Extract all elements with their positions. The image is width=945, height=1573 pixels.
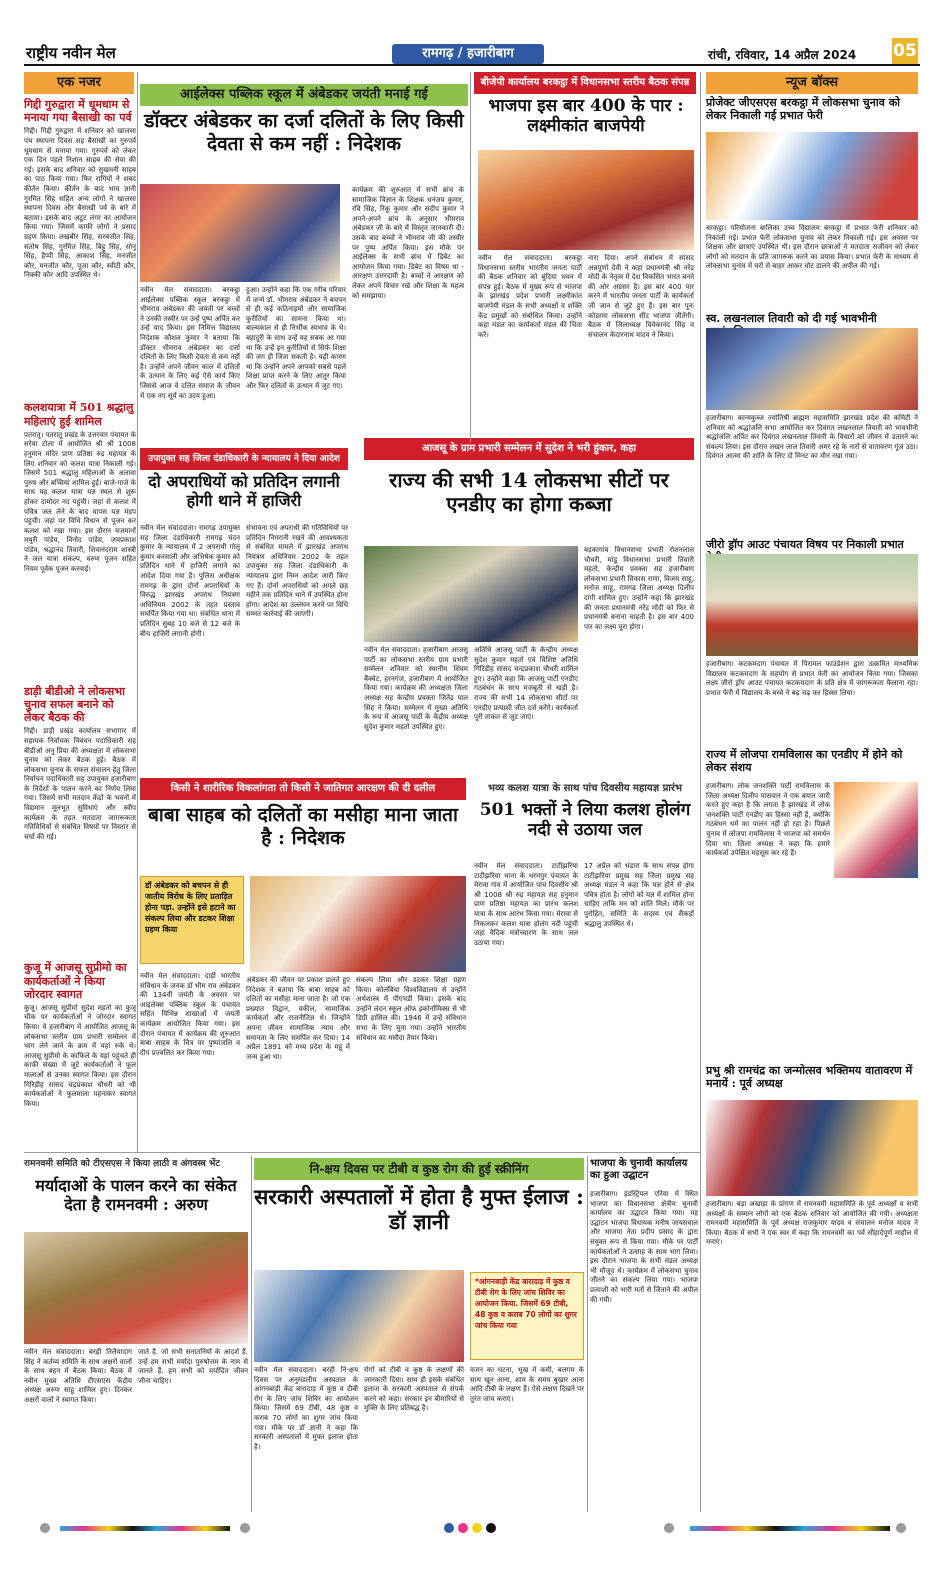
story-headline: सरकारी अस्पतालों में होता है मुफ्त ईलाज : डॉ ज्ञानी [254, 1184, 584, 1235]
story-headline: मर्यादाओं के पालन करने का संकेत देता है रामनवमी : अरुण [35, 1176, 237, 1215]
news-box-header: न्यूज बॉक्स [706, 72, 918, 94]
story-photo [478, 150, 694, 250]
story-photo [140, 184, 340, 282]
story-headline: दो अपराधियों को प्रतिदिन लगानी होगी थाने में हाजिरी [148, 472, 340, 511]
news-photo [706, 554, 918, 656]
story-banner: आईलेक्स पब्लिक स्कूल में अंबेडकर जयंती मनाई गई [140, 84, 468, 106]
callout-box: *आंगनबाड़ी केंद्र बारादाड़ में कुष्ठ व टीबी रोग के लिए जांच शिविर का आयोजन किया. जिसमें 69 टीबी, 48 कुष्ठ व कराब 70 लोगों का शुगर जांच किया गया [470, 1272, 584, 1360]
row-rule [24, 1152, 700, 1153]
registration-mark [896, 1523, 906, 1533]
story-body: नवीन मेल संवाददाता। रामगढ़ उपायुक्त सह जिला दंडाधिकारी रामगढ़ चंदन कुमार के न्यायालय में 2 अपराधी गोलू कुमार करमाली और अभिषेक कुमार को प्रतिदिन थाने में हाजिरी लगाने का आदेश दिया गया है। पुलिस अधीक्षक रामगढ़ के द्वारा दोनों अपराधियों के विरुद्ध झारखंड अपराध नियंत्रण अधिनियम 2002 के तहत प्रस्ताव समर्पित किया गया था। संबंधित थाना में प्रतिदिन सुबह 10 बजे से 12 बजे के बीच हाजिरी लगानी होगी। [140, 524, 240, 638]
story-body: बड़कागांव विधानसभा प्रभारी रोशनलाल चौधरी, मांडू विधानसभा प्रभारी तिवारी महतो, केन्द्रीय प्रवक्ता सह हजारीबाग लोकसभा प्रभारी विकास राणा, विजय साहू, मनोज साहू, रामगढ़ जिला अध्यक्ष दिलीप दांगी शामिल हुए। उन्होंने कहा कि झारखंड की जनता प्रधानमंत्री नरेंद्र मोदी को फिर से प्रधानमंत्री बनाना चाहती है। इस बार 400 पार का लक्ष्य पूरा होगा। [584, 546, 694, 631]
story-body: 17 अप्रैल को भंडारा के साथ संपन्न होगा टाटीझरिया प्रमुख सह जिला प्रमुख सह अध्यक्ष मंडल ने कहा कि यज्ञ होने से क्षेत्र पवित्र होता है। लोगों को यज्ञ में शामिल होना चाहिए ताकि मन को शांति मिले। मौके पर पुरोहित, समिति के सदस्य एवं सैकड़ों श्रद्धालु उपस्थित थे। [584, 862, 694, 928]
story-body: नारा दिया। अपने संबोधन में सांसद अन्नपूर्णा देवी ने कहा प्रधानमंत्री श्री नरेंद्र मोदी के नेतृत्व में देश विकसित भारत बनने की ओर अग्रसर है। इस बार 400 पार करने में भारतीय जनता पार्टी के कार्यकर्ता जी जान से जुटे हुए हैं। इस बार पुनः कोडरमा लोकसभा सीट भाजपा जीतेगी। बैठक में जिलाध्यक्ष विवेकानंद सिंह व संचालन केदारनाथ यादव ने किया। [588, 254, 694, 339]
story-banner: बीजेपी कार्यालय बरकट्ठा में विधानसभा स्तरीय बैठक संपन्न [474, 72, 696, 94]
registration-mark [664, 1523, 674, 1533]
story-body: नवीन मेल संवाददाता। बरही नि-क्षय दिवस पर अनुमंडलीय अस्पताल के आंगनबाड़ी केंद्र बारादाड़ में कुष्ठ व टीबी रोग के लिए जांच शिविर का आयोजन किया। जिसमें 69 टीबी, 48 कुष्ठ व कराब 70 लोगों का शुगर जांच किया गया। मौके पर डॉ ज्ञानी ने कहा कि सरकारी अस्पतालों में मुफ्त इलाज होता है। [254, 1366, 358, 1451]
column-rule [700, 72, 701, 1512]
news-photo [706, 328, 918, 410]
story-body: हजारीबाग। इंडस्ट्रियल एरिया में स्थित भाजपा का विधानसभा क्षेत्रीय चुनावी कार्यालय का उद्घाटन किया गया। यह उद्घाटन भाजपा विधायक मनीष जायसवाल और भाजपा नेता प्रदीप प्रसाद के द्वारा संयुक्त रूप से किया गया। मौके पर पार्टी कार्यकर्ताओं ने उत्साह के साथ भाग लिया। इस दौरान भाजपा के सभी मंडल अध्यक्ष भी मौजूद थे। कार्यक्रम में लोकसभा चुनाव जीतने का संकल्प लिया गया। भाजपा प्रत्याशी को भारी मतों से जिताने की अपील की गयी। [590, 1190, 698, 1304]
story-banner: आजसू के ग्राम प्रभारी सम्मेलन में सुदेश ने भरी हुंकार, कहा [364, 438, 694, 460]
left-item-body: गिद्दी। डाड़ी प्रखंड कार्यालय सभागार में सहायक निर्वाचक निबंधन पदाधिकारी सह बीडीओ अनु प्रिया की अध्यक्षता में लोकसभा चुनाव को लेकर बैठक हुई। बैठक में लोकसभा चुनाव के सफल संचालन हेतु जिला निर्वाचन पदाधिकारी सह उपायुक्त हजारीबाग के निर्देशों के पालन करने का निर्णय लिया गया। जिसमें सभी मतदान केंद्रों के भवनों में विद्यमान मूलभूत सुविधाएं और स्वीप कार्यक्रम के तहत मतदाता जागरूकता गतिविधियों से संबंधित विषयों पर विस्तार से चर्चा की गई। [24, 727, 136, 841]
story-banner: नि-क्षय दिवस पर टीबी व कुष्ठ रोग की हुई स्क्रीनिंग [254, 1158, 584, 1180]
left-item-body: कुजू। आजसू सुप्रीमो सुदेश महतो का कुजू चौक पर कार्यकर्ताओं ने जोरदार स्वागत किया। वे हजारीबाग में आयोजित आजसू के लोकसभा स्तरीय ग्राम प्रभारी सम्मेलन में भाग लेने जाने के क्रम में यहां रुके थे। आजसू सुप्रीमो के काफिले के यहां पहुंचते ही काफी संख्या में जुटे कार्यकर्ताओं ने फूल मालाओं से उनका स्वागत किया। इस दौरान गिरिडीह सांसद चंद्रप्रकाश चौधरी को भी कार्यकर्ताओं ने फूलमाला पहनाकर स्वागत किया। [24, 1003, 136, 1108]
story-kicker: रामनवमी समिति को टीएसएस ने किया लाठी व अंगवस्त्र भेंट [24, 1159, 220, 1169]
section-tag: रामगढ़ / हजारीबाग [392, 44, 544, 64]
news-item-title: प्रभु श्री रामचंद्र का जन्मोत्सव भक्तिमय वातावरण में मनायें : पूर्व अध्यक्ष [706, 1064, 913, 1091]
story-body: वजन का घटना, भूख में कमी, बलगम के साथ खून आना, शाम के समय बुखार आना आदि टीबी के लक्षण हैं। ऐसे लक्षण दिखने पर तुरंत जांच कराएं। [470, 1366, 584, 1403]
story-headline: डॉक्टर अंबेडकर का दर्जा दलितों के लिए किसी देवता से कम नहीं : निदेशक [144, 110, 464, 155]
news-item-body: हजारीबाग। लोक जनशक्ति पार्टी रामविलास के जिला अध्यक्ष दिलीप पासवान ने एक बयान जारी करते हुए कहा है कि लगता है झारखंड में लोक जनशक्ति पार्टी एनडीए का हिस्सा नहीं है, क्योंकि गठबंधन धर्म का पालन नहीं हो रहा है। पिछले चुनाव में लोजपा रामविलास ने भाजपा को समर्थन दिया था। जिला अध्यक्ष ने कहा कि हमारे कार्यकर्ता उपेक्षित महसूस कर रहे हैं। [706, 782, 830, 858]
column-rule [470, 72, 471, 442]
story-body: संभावना एवं अपराधी की गतिविधियों पर प्रतिदिन निगरानी रखने की आवश्यकता से संबंधित मामले में झारखंड अपराध नियंत्रण अधिनियम 2002 के तहत उपायुक्त सह जिला दंडाधिकारी के न्यायालय द्वारा निम्न आदेश जारी किए गए हैं। दोनों अपराधियों को अगले छह महीने तक प्रतिदिन थाने में उपस्थित होना होगा। आदेश का उल्लंघन करने पर विधि सम्मत कार्रवाई की जाएगी। [246, 524, 348, 619]
story-banner: उपायुक्त सह जिला दंडाधिकारी के न्यायालय ने दिया आदेश [140, 448, 348, 470]
story-headline: बाबा साहब को दलितों का मसीहा माना जाता है : निदेशक [148, 804, 458, 849]
story-photo [250, 876, 466, 972]
left-item-title: कलशयात्रा में 501 श्रद्धालु महिलाएं हुई शामिल [24, 401, 134, 428]
registration-mark [240, 1523, 250, 1533]
registration-mark [472, 1523, 482, 1533]
left-item-title: डाड़ी बीडीओ ने लोकसभा चुनाव सफल बनाने को लेकर बैठक की [24, 684, 125, 725]
story-body: नवीन मेल संवाददाता। टाटीझरिया टाटीझरिया थाना के धरमपुर पंचायत के मेरावा गांव में आयोजित पांच दिवसीय श्री श्री 1008 श्री रुद्र महायज्ञ सह हनुमान प्राण प्रतिष्ठा महायज्ञ का प्रारंभ कलश यात्रा के साथ आरंभ किया गया। मेरावा से निकलकर कलश यात्रा होलंग नदी पहुंची जहां वैदिक मंत्रोच्चारण के साथ जल उठाया गया। [474, 862, 578, 947]
news-item-body: बरकट्ठा। परियोजना बालिका उच्च विद्यालय बरकट्ठा में प्रभात फेरी शनिवार को निकाली गई। प्रभात फेरी लोकसभा चुनाव को लेकर निकाली गई। इस अवसर पर शिक्षक और छात्राएं उपस्थित थी। इस दौरान छात्राओं ने मतदाता सजीवन को लेकर लोगों को मतदान के प्रति जागरूक करने का प्रयास किया। प्रभात फेरी के माध्यम से लोकसभा चुनाव में घरों से बाहर आकर वोट डालने की अपील की गई। [706, 224, 918, 271]
story-body: नवीन मेल संवाददाता। हजारीबाग आजसू पार्टी का लोकसभा स्तरीय ग्राम प्रभारी सम्मेलन शनिवार को स्थानीय शिवम बैंक्वेट, हरनगंज, हजारीबाग में आयोजित किया गया। कार्यक्रम की अध्यक्षता जिला अध्यक्ष सह केन्द्रीय प्रवक्ता जितेंद्र पाल सिंह ने किया। सम्मेलन में मुख्य अतिथि के रूप में आजसू पार्टी के केंद्रीय अध्यक्ष सुदेश कुमार महतो उपस्थित हुए। [364, 646, 468, 731]
callout-box: डॉ अंबेडकर को बचपन से ही जातीय विरोध के लिए प्रताड़ित होना पड़ा. उन्होंने इसे हटाने का संकल्प लिया और डटकर शिक्षा ग्रहण किया [140, 876, 244, 964]
story-photo [254, 1270, 464, 1362]
story-photo [364, 546, 578, 642]
news-photo [834, 782, 918, 878]
story-body: रोगों को टीबी व कुष्ठ के लक्षणों की जानकारी दिया। साथ ही इसके संबंधित इलाज के सरकारी अस्पताल से संपर्क करने को कहा। सरकार इन बीमारियों से मुक्ति के लिए प्रतिबद्ध है। [364, 1366, 464, 1413]
story-banner: किसी ने शारीरिक विकलांगता तो किसी ने जातिगत आरक्षण की दी दलील [140, 778, 466, 800]
left-column [24, 96, 136, 1176]
issue-date: रांची, रविवार, 14 अप्रैल 2024 [708, 48, 857, 62]
news-photo [706, 1100, 918, 1196]
news-item-title: प्रोजेक्ट जीएसएस बरकट्ठा में लोकसभा चुनाव को लेकर निकाली गई प्रभात फेरी [706, 96, 900, 123]
story-headline: 501 भक्तों ने लिया कलश होलंग नदी से उठाया जल [479, 800, 691, 841]
story-headline: भाजपा के चुनावी कार्यालय का हुआ उद्घाटन [590, 1158, 688, 1181]
color-bar [60, 1526, 230, 1531]
story-body: हुआ। उन्होंने कहा कि एक गरीब परिवार में जन्मे डॉ. भीमराव अंबेडकर ने बचपन से ही कई कठिनाइयों और सामाजिक कुरीतियों का सामना किया था। बाल्यकाल से ही निर्भीक स्वभाव के थे। बहादुरी के साथ उन्हें यह सबक आ गया था कि उन्हें इन कुरीतियों से सिर्फ शिक्षा की जंग ही जिता सकती है। यही कारण था कि उन्होंने अपने आपको सबसे पहले शिक्षा प्राप्त करने के लिए आतुर किया और फिर दलितों के उत्थान में जुट गए। [246, 286, 346, 390]
left-item-title: कुजू में आजसू सुप्रीमो का कार्यकर्ताओं ने किया जोरदार स्वागत [24, 961, 127, 1001]
color-bar [690, 1526, 890, 1531]
left-column-header: एक नजर [24, 72, 134, 94]
story-body: नवीन मेल संवाददाता। बरही तिलैयादाग सिंह ने कर्तव्य समिति के साथ अक्षरों वालों के साथ बहन में बैठक किया। बैठक में नवीन मुख्य अतिथि टीएसएस केंद्रीय अध्यक्ष अरुण साहू शामिल हुए। दिनकर अक्षरों वालों ने स्वागत किया। [24, 1348, 132, 1404]
brand-name: राष्ट्रीय नवीन मेल [26, 44, 116, 62]
story-body: अंबेडकर की जीवन पर प्रकाश डालते हुए निदेशक ने बताया कि बाबा साहब को दलितों का मसीहा माना जाता है। जो एक प्रख्यात विद्वान, वकील, सामाजिक कार्यकर्ता और राजनीतिज्ञ थे। जिन्होंने अपना जीवन सामाजिक न्याय और समानता के लिए समर्पित कर दिया। 14 अप्रैल 1891 को मध्य प्रदेश के महू में जन्म हुआ था। [246, 976, 350, 1061]
story-headline: राज्य की सभी 14 लोकसभा सीटों पर एनडीए का होगा कब्जा [389, 468, 669, 516]
left-item-title: गिद्दी गुरुद्वारा में धूमधाम से मनाया गया बैसाखी का पर्व [24, 98, 132, 125]
news-item-body: हजारीबाग। बड़ा अखाड़ा के प्रांगण में रामनवमी महासमिति के पूर्व अध्यक्षों व सभी अध्यक्षों के सम्मान लोगों को एक बैठक शनिवार को आयोजित की गयी। अध्यक्षता रामनवमी महासमिति के पूर्व अध्यक्ष राजकुमार यादव व संचालन मनोज यादव ने किया। बैठक में सभी ने एक स्वर में कहा कि रामनवमी का पर्व सौहार्दपूर्ण माहौल में मनाएं। [706, 1200, 918, 1247]
column-rule [137, 72, 138, 1152]
column-rule [587, 1156, 588, 1512]
news-item-title: जीरो ड्रॉप आउट पंचायत विषय पर निकाली प्रभात [706, 538, 904, 551]
column-rule [251, 1156, 252, 1512]
story-body: नवीन मेल संवाददाता। दाड़ी भारतीय संविधान के जनक डॉ भीम राव अंबेडकर की 134वीं जयंती के अवसर पर आइलेक्स पब्लिक स्कूल के पंचायत सहित विभिन्न शाखाओं में जयंती कार्यक्रम आयोजित किया गया। इस दौरान पंचायत में कार्यक्रम की शुरुआत बाबा साहब के चित्र पर पुष्पांजलि व दीप प्रज्वलित कर किया गया। [140, 972, 240, 1057]
page-number: 05 [892, 38, 918, 64]
story-body: कार्यक्रम की शुरुआत में सभी ब्रांच के सामाजिक विज्ञान के शिक्षक धनंजय कुमार, रवि सिंह, रिंकू कुमार और संदीप कुमार ने अपने-अपने ब्रांच के अनुसार भीमराव अंबेडकर जी के बारे में विस्तृत जानकारी दी। उसके बाद बच्चों ने भीमराव जी की तस्वीर पर पुष्प अर्पित किया। इस मौके पर आईलेक्स के सभी ब्रांच में डिबेट का आयोजन किया गया। डिबेट का विषय था - आरक्षण उत्तरदायी है। बच्चों ने आरक्षण को लेकर अपने विचार रखे और शिक्षा के महत्व को समझाया। [352, 186, 464, 300]
registration-mark [486, 1523, 496, 1533]
registration-mark [444, 1523, 454, 1533]
story-headline: भाजपा इस बार 400 के पार : लक्ष्मीकांत बाजपेयी [488, 96, 684, 137]
registration-mark [40, 1523, 50, 1533]
story-body: अतिथि आजसू पार्टी के केन्द्रीय अध्यक्ष सुदेश कुमार महतो एवं विशिष्ट अतिथि गिरिडीह सांसद चन्द्रप्रकाश चौधरी शामिल हुए। उन्होंने कहा कि आजसू पार्टी एनडीए गठबंधन के साथ मजबूती से खड़ी है। राज्य की सभी 14 लोकसभा सीटों पर एनडीए प्रत्याशी जीत दर्ज करेंगे। कार्यकर्ता पूरी ताकत से जुट जाएं। [474, 646, 578, 722]
left-item-body: गिद्दी। गिद्दी गुरुद्वारा में शनिवार को खालसा पंथ स्थापना दिवस सह बैसाखी का गुरुपर्व धूमधाम से मनाया गया। गुरुपर्व को लेकर एक दिन पहले निशान साहब की सेवा की गई। इसके बाद शनिवार को सुखमनी साहब का पाठ किया गया। फिर रागियों ने शबद कीर्तन किया। कीर्तन के बाद भाव ज्ञानी गुरमित सिंह सहित अन्य लोगों ने खालसा स्थापना दिवस और बैसाखी पर्व के बारे में बताया। इसके बाद अटूट लंगर का आयोजन किया गया। जिसमें काफी लोगों ने प्रसाद ग्रहण किया। लखबीर सिंह, सरबजीत सिंह, संतोष सिंह, गुरमित सिंह, बिट्टू सिंह, सोनू सिंह, हैप्पी सिंह, आकाश सिंह, मनजीत कौर, मनजीत कौर, पूजा कौर, स्वीटी कौर, निक्की कौर आदि उपस्थित थे। [24, 127, 136, 280]
news-item-body: हजारीबाग। कटकमदाग पंचायत में पिरामल फाउंडेशन द्वारा उत्क्रमित माध्यमिक विद्यालय कटकमदाग के सहयोग से प्रभात फेरी का आयोजन किया गया। जिसका लक्ष्य जीरो ड्रॉप आउट पंचायत कटकमदाग के प्रति क्षेत्र में जागरूकता फैलाना रहा। प्रभात फेरी में विद्यालय के बच्चे ने बढ़ चढ़ कर हिस्सा लिया। [706, 660, 918, 697]
news-item-body: हजारीबाग। कान्यकुब्ज ज्योतिषी ब्राह्मण महासमिति झारखंड प्रदेश की कमिटी ने शनिवार को श्रद्धांजलि सभा आयोजित कर दिवंगत लखनलाल तिवारी को भावभीनी श्रद्धांजलि अर्पित कर दिवंगत लखनलाल तिवारी के विचारों को जीवन में उतारने का संकल्प लिया। इस दौरान लखन लाल तिवारी अमर रहे के नारों से वातावरण गूंज उठा। दिवंगत आत्मा की शांति के लिए दो मिनट का मौन रखा गया। [706, 414, 918, 461]
story-body: जाते हैं. जो सभी सनातनियों के आदर्श हैं. उन्हें हम सभी मर्यादा पुरुषोत्तम के नाम से जानते हैं. हम सभी को मर्यादित जीवन जीना चाहिए। [138, 1348, 248, 1385]
left-item-body: पतरातू। पतरातू प्रखंड के उत्तरवार पंचायत के सरेया टोला में आयोजित श्री श्री 1008 हनुमान मंदिर प्राण प्रतिष्ठा रुद्र महायज्ञ के लिए शनिवार को कलश यात्रा निकाली गई। जिसमें 501 श्रद्धालु महिलाओं के अलावा पुरुष और बच्चियां शामिल हुई। बाजे-गाजे के साथ यह कलश यात्रा यज्ञ स्थल से शुरू होकर दामोदर नद पहुंची। जहां से कलश में पवित्र जल लेने के बाद वापस यज्ञ मंडप पहुंची। जहां पर विधि विधान से पूजन कर कलश को रखा गया। इस दौरान यजमानों मथुरी पांडेय, विनोद पांडेय, जयप्रकाश पांडेय, श्रद्धानंद तिवारी, शिवानंदराम शास्त्री ने जल यात्रा संकल्प, वरुण पूजन सहित नियम पूर्वक पूजन करवाई। [24, 430, 136, 574]
registration-mark [458, 1523, 468, 1533]
news-item-title: स्व. लखनलाल तिवारी को दी गई भावभीनी [706, 312, 877, 325]
story-photo [24, 1232, 248, 1344]
story-body: नवीन मेल संवाददाता। बरकट्ठा विधानसभा स्तरीय भारतीय जनता पार्टी की बैठक शनिवार को बुंदिया भवन में संपन्न हुई। बैठक में मुख्य रूप से भाजपा के झारखंड प्रदेश प्रभारी लक्ष्मीकांत बाजपेयी मंडल के सभी अध्यक्षों व शक्ति केंद्र प्रमुखों को संबोधित किया। उन्होंने कहा मंडल का कार्यकर्ता मंडल की चिंता करें। [478, 254, 582, 339]
news-item-title: राज्य में लोजपा रामविलास का एनडीए में होने को लेकर संशय [706, 748, 903, 775]
story-kicker: भव्य कलश यात्रा के साथ पांच दिवसीय महायज्ञ प्रारंभ [487, 783, 682, 794]
story-body: नवीन मेल संवाददाता। बरकट्ठा आईलेक्स पब्लिक स्कूल बरकट्ठा में भीमराव अंबेडकर की जयंती पर बच्चों ने उनकी तस्वीर पर उन्हें पुष्प अर्पित कर उन्हें याद किया। इस निमित्त विद्यालय निदेशक कौशल कुमार ने बताया कि डॉक्टर भीमराव अंबेडकर का दर्जा दलितों के लिए किसी देवता से कम नहीं है। उन्होंने अपने जीवन काल में दलितों के उत्थान के लिए कई ऐसे कार्य किए जिससे आज वे दलित समाज के जीवन में एक नए सूर्य का उदय हुआ। [140, 286, 240, 400]
story-body: संकल्प लिया और डटकर शिक्षा ग्रहण किया। कोलंबिया विश्वविद्यालय से उन्होंने अर्थशास्त्र में पीएचडी किया। इसके बाद उन्होंने लंदन स्कूल ऑफ इकोनॉमिक्स से भी डिग्री हासिल की। 1946 में उन्हें संविधान सभा के लिए चुना गया। उन्होंने भारतीय संविधान का मसौदा तैयार किया। [356, 976, 466, 1042]
news-photo [706, 132, 918, 220]
